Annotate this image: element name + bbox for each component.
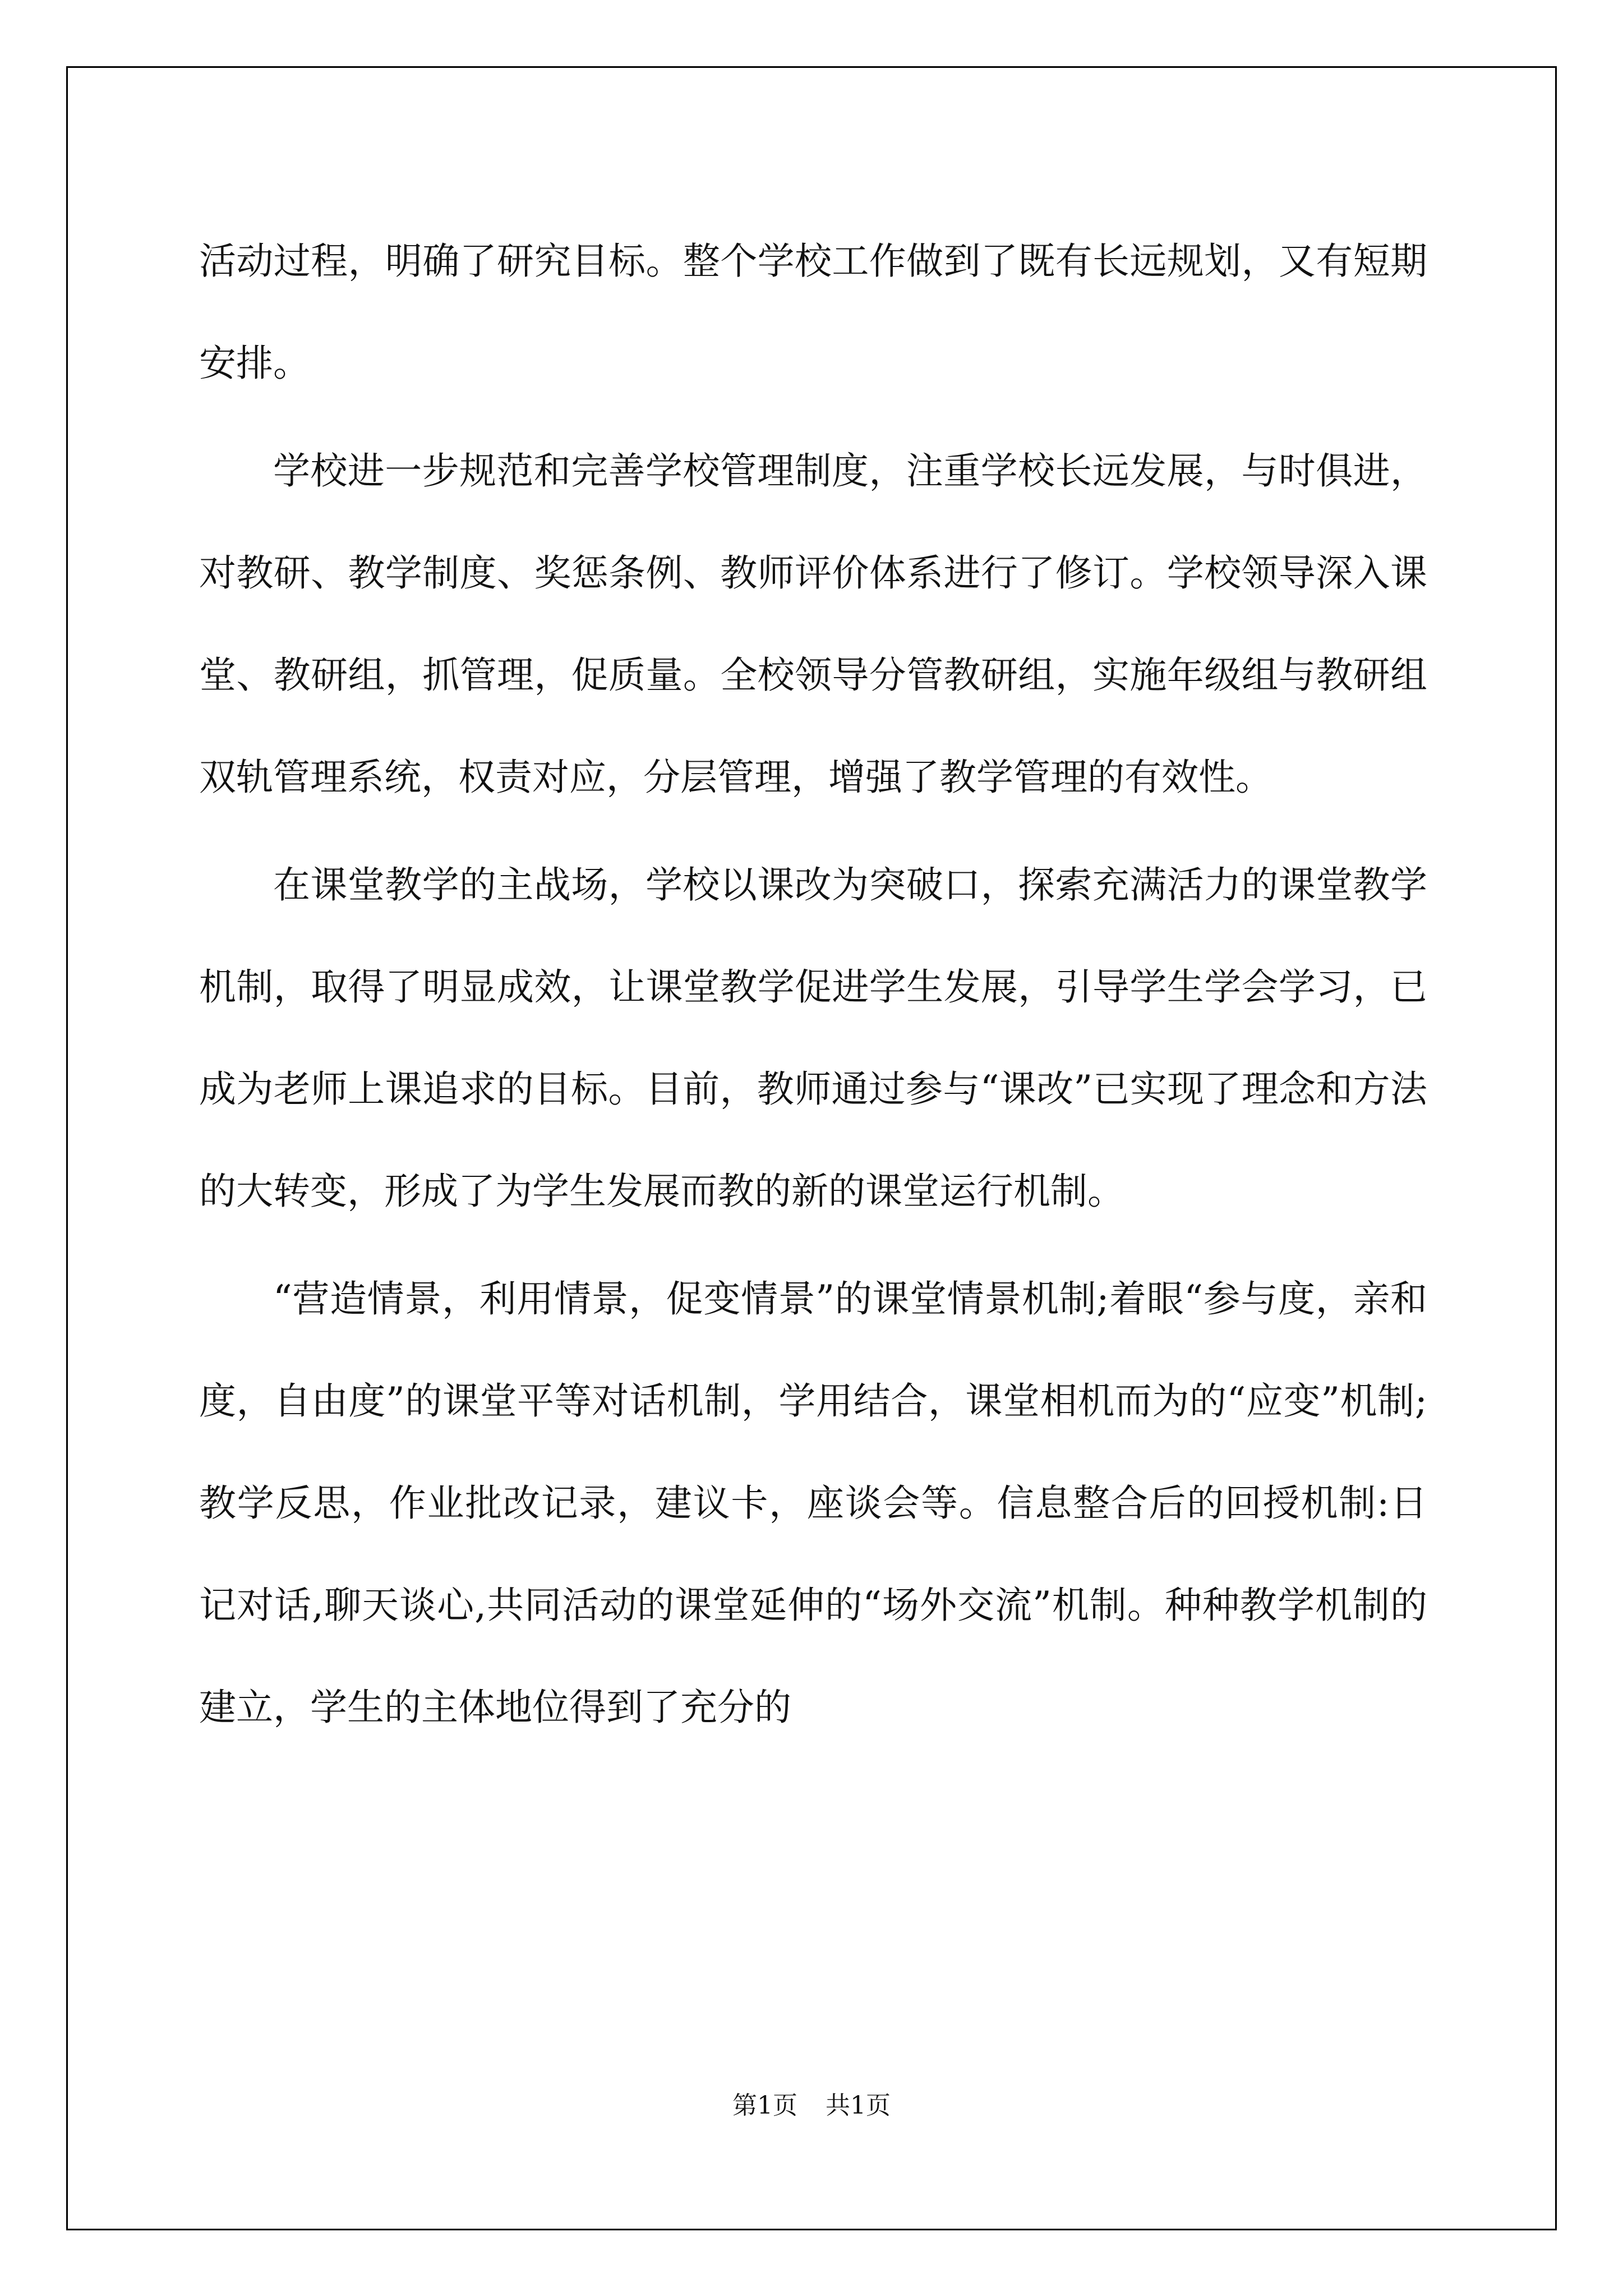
paragraph-4: “营造情景，利用情景，促变情景”的课堂情景机制;着眼“参与度，亲和度，自由度”的课堂平等对话机制，学用结合，课堂相机而为的“应变”机制;教学反思，作业批改记录，建议卡，座谈会等。信息整合后的回授机制:日记对话,聊天谈心,共同活动的课堂延伸的“场外交流”机制。种种教学机制的建立，学生的主体地位得到了充分的 xyxy=(199,1277,1427,1729)
document-body xyxy=(199,210,1427,1764)
paragraph-1: 活动过程，明确了研究目标。整个学校工作做到了既有长远规划，又有短期安排。 xyxy=(199,240,1427,385)
paragraph-2: 学校进一步规范和完善学校管理制度，注重学校长远发展，与时俱进，对教研、教学制度、奖惩条例、教师评价体系进行了修订。学校领导深入课堂、教研组，抓管理，促质量。全校领导分管教研组，实施年级组与教研组双轨管理系统，权责对应，分层管理，增强了教学管理的有效性。 xyxy=(199,449,1427,799)
page-number: 第1页 xyxy=(732,2091,797,2120)
page-footer xyxy=(0,2089,1623,2123)
page-total: 共1页 xyxy=(826,2091,891,2120)
paragraph-3: 在课堂教学的主战场，学校以课改为突破口，探索充满活力的课堂教学机制，取得了明显成效，让课堂教学促进学生发展，引导学生学会学习，已成为老师上课追求的目标。目前，教师通过参与“课改”已实现了理念和方法的大转变，形成了为学生发展而教的新的课堂运行机制。 xyxy=(199,863,1427,1213)
